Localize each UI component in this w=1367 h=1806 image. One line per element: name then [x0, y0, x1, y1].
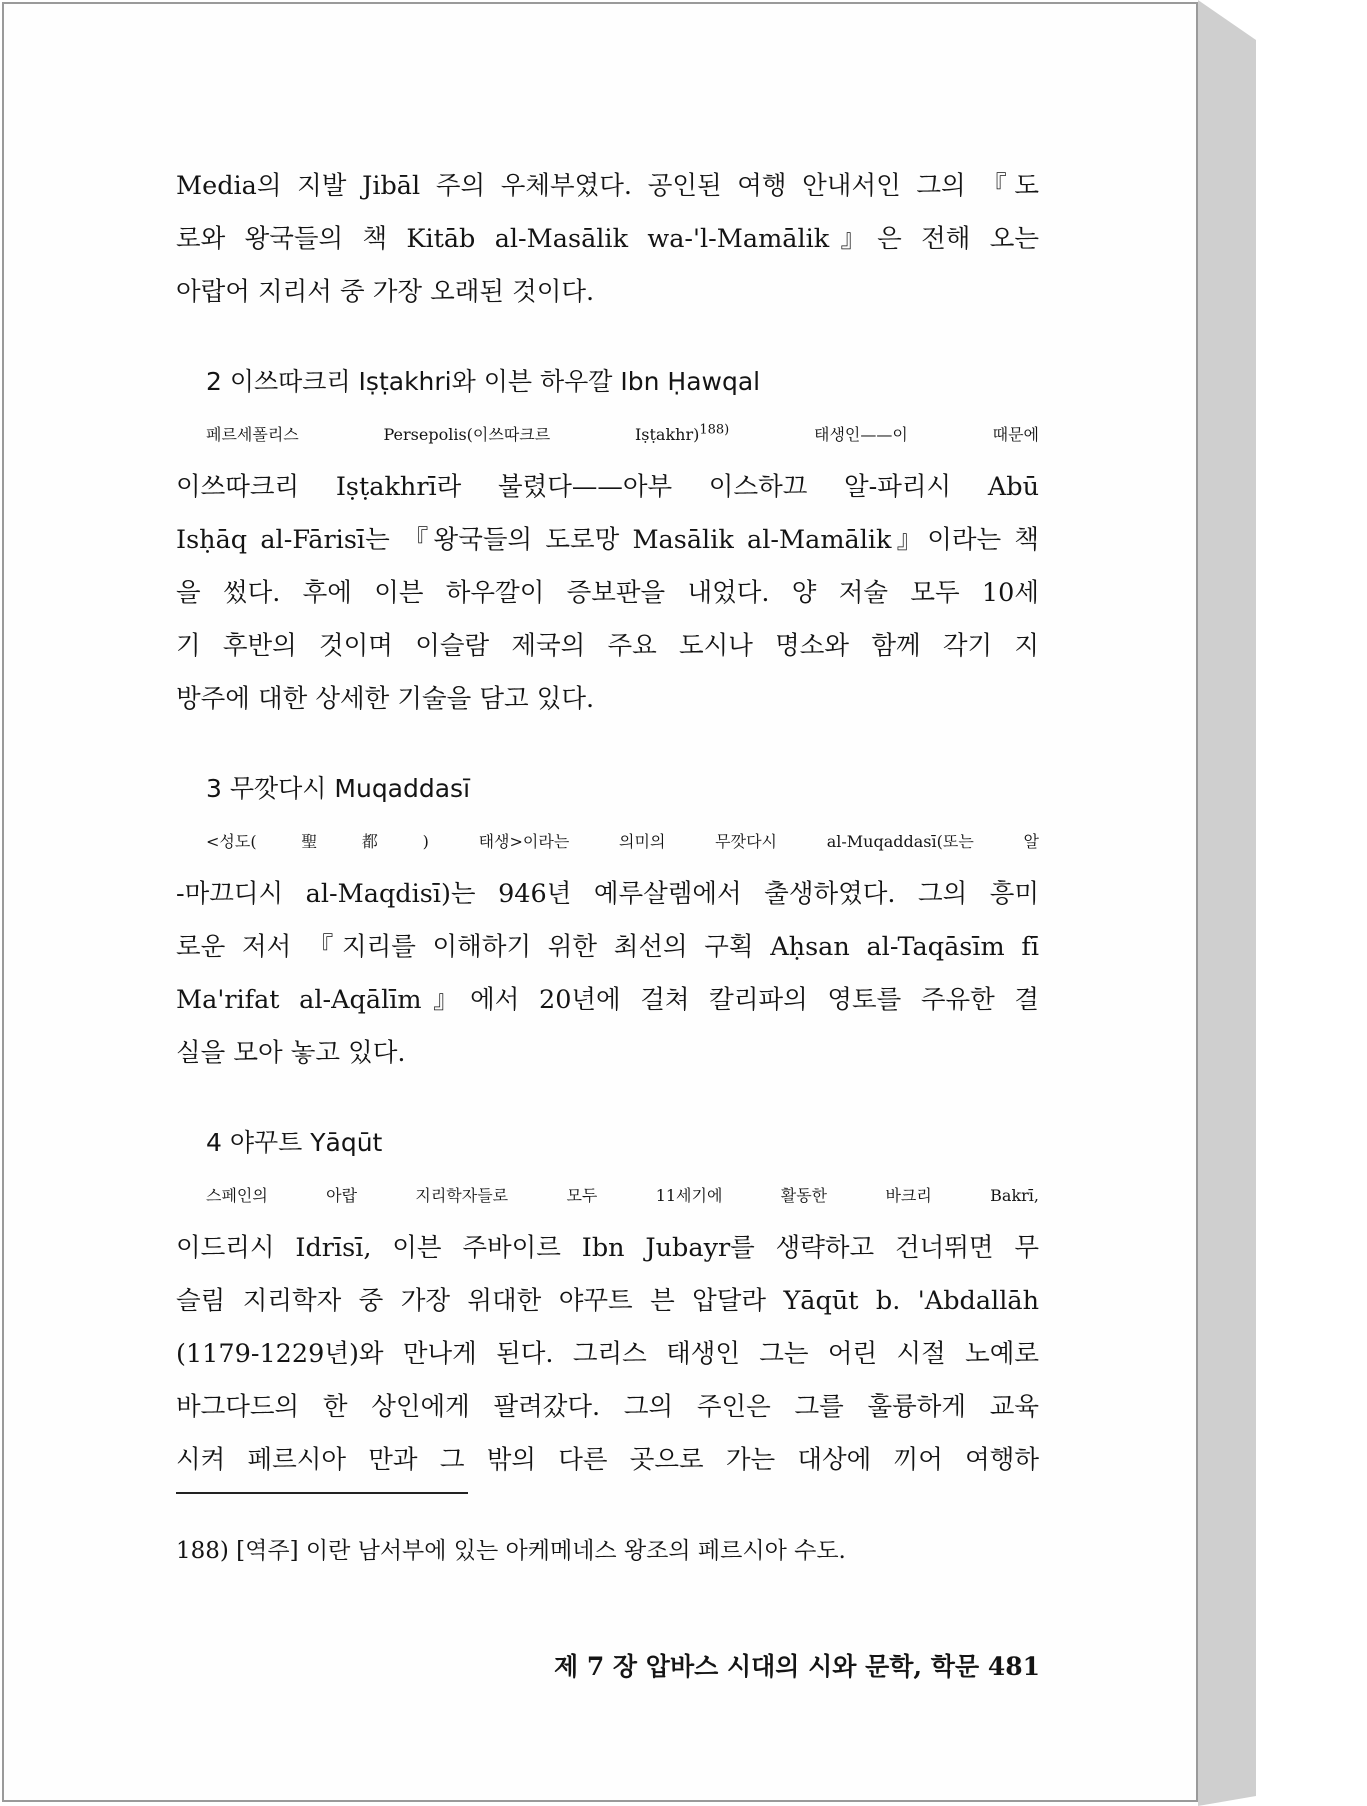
- text-line: 방주에 대한 상세한 기술을 담고 있다.: [176, 684, 595, 714]
- section-heading: 2 이쓰따크리 Iṣṭakhri와 이븐 하우깔 Ibn Ḥawqal: [206, 367, 761, 396]
- text-line: [176, 408, 1039, 461]
- text-line: 스페인의 아랍 지리학자들로 모두 11세기에 활동한 바크리 Bakrī,: [206, 1186, 1039, 1205]
- section-paragraph: [176, 815, 1039, 1080]
- text-line: 바그다드의 한 상인에게 팔려갔다. 그의 주인은 그를 훌륭하게 교육: [176, 1392, 1039, 1422]
- text-line: 기 후반의 것이며 이슬람 제국의 주요 도시나 명소와 함께 각기 지: [176, 631, 1039, 661]
- text-line: Media의 지발 Jibāl 주의 우체부였다. 공인된 여행 안내서인 그의 『도: [176, 171, 1039, 201]
- text-line: Ma'rifat al-Aqālīm』에서 20년에 걸쳐 칼리파의 영토를 주유한 결: [176, 985, 1039, 1015]
- text-line: Isḥāq al-Fārisī는 『왕국들의 도로망 Masālik al-Mamālik』이라는 책: [176, 525, 1039, 555]
- section-heading: 4 야꾸트 Yāqūt: [206, 1128, 383, 1157]
- text-line: 로운 저서 『지리를 이해하기 위한 최선의 구획 Aḥsan al-Taqāsīm fī: [176, 932, 1039, 962]
- text-fragment: 페르세폴리스 Persepolis(이쓰따크르 Iṣṭakhr): [206, 425, 700, 444]
- footnote-divider: [176, 1492, 468, 1494]
- text-line: 시켜 페르시아 만과 그 밖의 다른 곳으로 가는 대상에 끼어 여행하: [176, 1445, 1039, 1475]
- text-line: 이드리시 Idrīsī, 이븐 주바이르 Ibn Jubayr를 생략하고 건너뛰면 무: [176, 1233, 1039, 1263]
- text-fragment: 태생인——이 때문에: [729, 425, 1039, 444]
- footnote: 188) [역주] 이란 남서부에 있는 아케메네스 왕조의 페르시아 수도.: [176, 1538, 846, 1564]
- text-line: 로와 왕국들의 책 Kitāb al-Masālik wa-'l-Mamālik』은 전해 오는: [176, 224, 1039, 254]
- text-line: <성도(聖都) 태생>이라는 의미의 무깟다시 al-Muqaddasī(또는 알: [206, 832, 1039, 851]
- section-paragraph: [176, 1169, 1039, 1487]
- text-line: 이쓰따크리 Iṣṭakhrī라 불렸다——아부 이스하끄 알-파리시 Abū: [176, 472, 1039, 502]
- running-footer: 제 7 장 압바스 시대의 시와 문학, 학문 481: [553, 1652, 1040, 1681]
- section-paragraph: [176, 408, 1039, 726]
- book-spine-edge: [1198, 0, 1318, 1806]
- text-line: 슬림 지리학자 중 가장 위대한 야꾸트 븐 압달라 Yāqūt b. 'Abdallāh: [176, 1286, 1039, 1316]
- footnote-reference: 188): [699, 422, 730, 438]
- section-heading: 3 무깟다시 Muqaddasī: [206, 774, 471, 803]
- intro-paragraph: [176, 160, 1039, 319]
- text-line: 실을 모아 놓고 있다.: [176, 1038, 406, 1068]
- text-line: 아랍어 지리서 중 가장 오래된 것이다.: [176, 277, 595, 307]
- page-body: [176, 160, 1039, 1487]
- text-line: -마끄디시 al-Maqdisī)는 946년 예루살렘에서 출생하였다. 그의 흥미: [176, 879, 1039, 909]
- text-line: (1179-1229년)와 만나게 된다. 그리스 태생인 그는 어린 시절 노예로: [176, 1339, 1039, 1369]
- text-line: 을 썼다. 후에 이븐 하우깔이 증보판을 내었다. 양 저술 모두 10세: [176, 578, 1039, 608]
